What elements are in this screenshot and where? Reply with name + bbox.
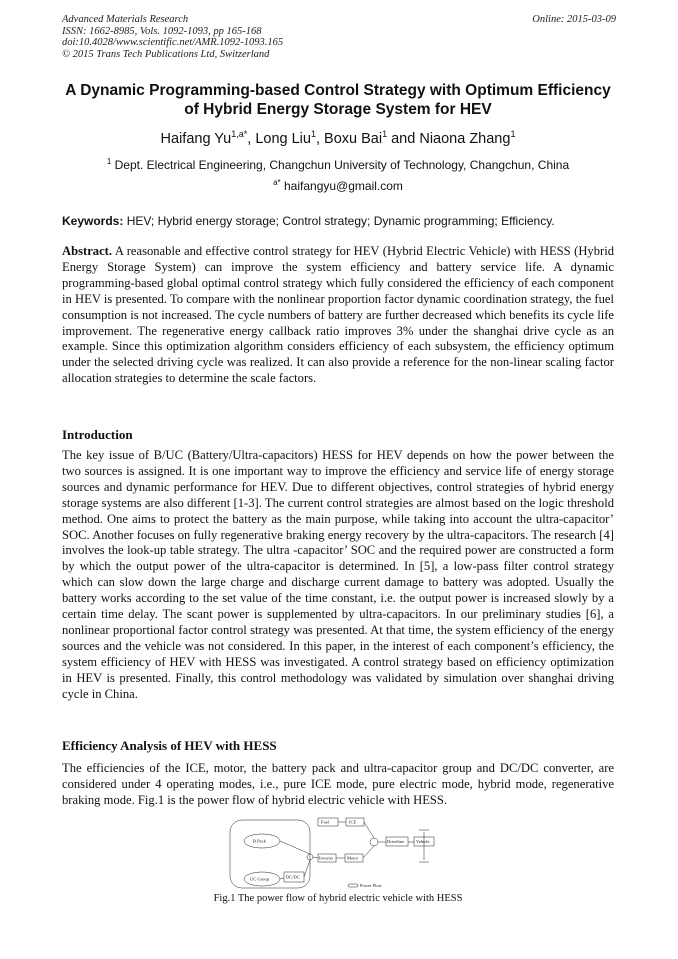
- author-email: [62, 178, 614, 193]
- keywords: [62, 214, 614, 228]
- doi: doi:10.4028/www.scientific.net/AMR.1092-1093.165: [62, 37, 284, 48]
- abstract-text: A reasonable and effective control strategy for HEV (Hybrid Electric Vehicle) with HESS (Hybrid Energy Storage System) can improve the system efficiency and battery service life. A dynamic programming-based global optimal control strategy which fully considered the efficiency of each component in HEV is presented. To compare with the nonlinear proportion factor dynamic coordination strategy, the fuel consumption is not increased. The cycle numbers of battery are further decreased which benefits its cycle life improvement. The regenerative energy callback ratio improves 3% under the shanghai drive cycle as an example. Since this optimization algorithm considers efficiency of each subsystem, the efficiency optimum under the selected driving cycle was realized. It can also provide a reference for the non-linear scaling factor allocation strategies to determine the scale factors.: [62, 244, 614, 386]
- affiliation: [62, 157, 614, 172]
- keywords-text: HEV; Hybrid energy storage; Control strategy; Dynamic programming; Efficiency.: [126, 214, 555, 228]
- fig-legend-label: Power Flow: [360, 883, 382, 888]
- efficiency-heading: Efficiency Analysis of HEV with HESS: [62, 738, 277, 753]
- journal-name: Advanced Materials Research: [62, 14, 189, 25]
- fig-fuel-label: Fuel: [321, 819, 330, 825]
- author-name: Niaona Zhang: [419, 130, 511, 147]
- power-flow-diagram: [228, 812, 446, 892]
- coupler-node: [370, 838, 378, 846]
- author-sup: 1: [510, 129, 516, 139]
- introduction-text: The key issue of B/UC (Battery/Ultra-capacitors) HESS for HEV depends on how the power between the two sources is assigned. It is one important way to improve the efficiency and service life of energy storage sources and dynamic performance for HEV. Due to different objectives, control strategies of hybrid energy storage systems are also different [1-3]. The current control strategies are almost based on the logic threshold method. One aims to protect the battery as the main purpose, while taking into account the ultra-capacitor’ SOC. Another focuses on fully regenerative braking energy recovery by the ultra-capacitors. The research [4] involves the look-up table strategy. The ultra -capacitor’ SOC and the required power are constructed a form by which the output power of the ultra-capacitor is determined. In [5], a low-pass filter control strategy which can slow down the large charge and discharge current damage to battery was adopted. Usually the battery works according to the set value of the time constant, i.e. the output power is increased slowly by a certain time delay. The scant power is supplemented by ultra-capacitors. In our preliminary studies [6], a nonlinear proportional factor control strategy was presented. At that time, the system efficiency of the energy sources and the vehicle was not considered. In this paper, in the interest of each component’s efficiency, the system efficiency of HEV with HESS was investigated. A control strategy based on efficiency optimization in HEV is presented. Finally, this control methodology was validated by simulation over shanghai driving cycle in China.: [62, 448, 614, 701]
- legend-swatch: [348, 884, 358, 887]
- fig-bpack-label: B Pack: [253, 838, 266, 844]
- author-list: [62, 129, 614, 147]
- author-separator: and: [387, 130, 420, 147]
- efficiency-text: The efficiencies of the ICE, motor, the battery pack and ultra-capacitor group and DC/DC converter, are considered under 4 operating modes, i.e., pure ICE mode, pure electric mode, hybrid mode, regenerative braking mode. Fig.1 is the power flow of hybrid electric vehicle with HESS.: [62, 761, 614, 807]
- email-address: haifangyu@gmail.com: [284, 179, 403, 193]
- affiliation-sup: 1: [106, 157, 112, 166]
- fig-motor-label: Motor: [347, 855, 359, 861]
- author-name: Boxu Bai: [324, 130, 383, 147]
- email-sup: a*: [273, 178, 281, 187]
- fig-driveline-label: Driveline: [387, 839, 404, 844]
- author-sup: 1: [310, 129, 316, 139]
- author-name: Haifang Yu: [160, 130, 232, 147]
- author-sup: 1,a*: [231, 129, 248, 139]
- issn: ISSN: 1662-8985, Vols. 1092-1093, pp 165-168: [62, 25, 262, 37]
- author-sup: 1: [382, 129, 388, 139]
- author-name: Long Liu: [255, 130, 311, 147]
- paper-title: A Dynamic Programming-based Control Strategy with Optimum Efficiency of Hybrid Energy Storage System for HEV: [65, 82, 611, 118]
- figure-caption: Fig.1 The power flow of hybrid electric vehicle with HESS: [213, 893, 463, 904]
- copyright: © 2015 Trans Tech Publications Ltd, Switzerland: [62, 48, 270, 60]
- introduction-heading: Introduction: [62, 427, 133, 442]
- fig-ucgroup-label: UC Group: [250, 876, 269, 882]
- author-separator: ,: [247, 130, 256, 147]
- fig-inverter-label: Inverter: [319, 855, 334, 861]
- abstract-label: Abstract.: [62, 244, 113, 258]
- online-date: Online: 2015-03-09: [532, 14, 616, 25]
- author-separator: ,: [315, 130, 325, 147]
- affiliation-text: Dept. Electrical Engineering, Changchun University of Technology, Changchun, China: [114, 158, 570, 172]
- journal-header: [62, 14, 382, 60]
- fig-vehicle-label: Vehicle: [416, 839, 430, 844]
- fig-dcdc-label: DC/DC: [286, 874, 300, 880]
- keywords-label: Keywords:: [62, 214, 124, 228]
- fig-ice-label: ICE: [349, 819, 357, 825]
- abstract: [62, 244, 614, 387]
